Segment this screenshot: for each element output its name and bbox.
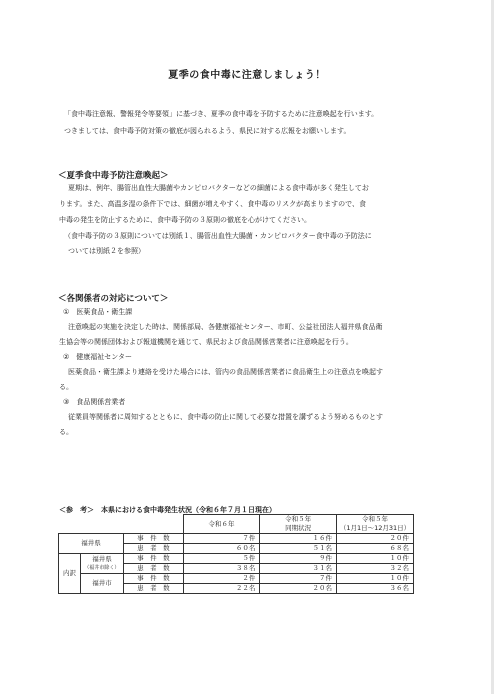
section1-line-1: 夏期は、例年、腸管出血性大腸菌やカンピロバクターなどの細菌による食中毒が多く発生してお: [68, 184, 369, 192]
section1-line-3: 中毒の発生を防止するために、食中毒予防の３原則の徹底を心がけてください。: [59, 216, 311, 224]
intro-line-2: つきましては、食中毒予防対策の徹底が図られるよう、県民に対する広報をお願いします。: [64, 127, 351, 135]
food-poisoning-stats-table: [58, 514, 414, 594]
table-row: [59, 534, 414, 544]
cell-city-incidents-r6: ２件: [183, 574, 260, 584]
table-corner: [59, 515, 184, 534]
item3-line-1: 従業員等関係者に周知するとともに、食中毒の防止に関して必要な措置を講ずるよう努めるものとす: [68, 413, 383, 421]
table-row: [59, 554, 414, 564]
row-label-incidents: 事 件 数: [123, 554, 183, 564]
row-label-patients: 患 者 数: [123, 544, 183, 554]
col-header-r5-same: 令和５年 同期状況: [260, 515, 337, 534]
row-label-fukui-pref: 福井県: [59, 534, 124, 554]
cell-excl-patients-r6: ３８名: [183, 564, 260, 574]
item3-line-2: る。: [59, 428, 73, 436]
item3-title: ③ 食品関係営業者: [63, 398, 126, 406]
section1-heading: ＜夏季食中毒予防注意喚起＞: [58, 171, 169, 181]
cell-excl-incidents-r5same: ９件: [260, 554, 337, 564]
row-label-breakdown: 内訳: [59, 554, 81, 594]
section1-line-5: ついては別紙２を参照）: [68, 247, 145, 255]
cell-pref-incidents-r5full: ２０件: [336, 534, 413, 544]
row-label-patients: 患 者 数: [123, 564, 183, 574]
cell-city-incidents-r5full: １０件: [336, 574, 413, 584]
section1-line-2: ります。また、高温多湿の条件下では、細菌が増えやすく、食中毒のリスクが高まりますので、食: [59, 200, 367, 208]
cell-pref-patients-r6: ６０名: [183, 544, 260, 554]
cell-excl-patients-r5same: ３１名: [260, 564, 337, 574]
col-header-r6: 令和６年: [183, 515, 260, 534]
col-header-r5-full: 令和５年 （1月1日～12月31日）: [336, 515, 413, 534]
reference-caption: ＜参 考＞ 本県における食中毒発生状況（令和６年７月１日現在）: [59, 506, 276, 514]
section1-line-4: （食中毒予防の３原則については別紙１、腸管出血性大腸菌・カンピロバクター食中毒の予防法に: [64, 232, 372, 240]
cell-city-patients-r6: ２２名: [183, 584, 260, 594]
cell-city-incidents-r5same: ７件: [260, 574, 337, 584]
cell-pref-incidents-r6: ７件: [183, 534, 260, 544]
table-row: [59, 574, 414, 584]
row-label-incidents: 事 件 数: [123, 534, 183, 544]
page-title: 夏季の食中毒に注意しましょう！: [168, 70, 326, 81]
cell-excl-patients-r5full: ３２名: [336, 564, 413, 574]
section2-heading: ＜各関係者の対応について＞: [58, 294, 169, 304]
intro-line-1: 「食中毒注意報、警報発令等要領」に基づき、夏季の食中毒を予防するために注意喚起を行います。: [64, 110, 379, 118]
row-label-incidents: 事 件 数: [123, 574, 183, 584]
item1-line-2: 生協会等の関係団体および報道機関を通じて、県民および食品関係営業者に注意喚起を行う。: [59, 338, 353, 346]
table-header-row: [59, 515, 414, 534]
item2-line-2: る。: [59, 383, 73, 391]
cell-pref-incidents-r5same: １６件: [260, 534, 337, 544]
cell-excl-incidents-r5full: １０件: [336, 554, 413, 564]
row-label-fukui-city: 福井市: [80, 574, 123, 594]
cell-city-patients-r5same: ２０名: [260, 584, 337, 594]
item2-title: ② 健康福祉センター: [63, 353, 132, 361]
cell-pref-patients-r5full: ６８名: [336, 544, 413, 554]
cell-pref-patients-r5same: ５１名: [260, 544, 337, 554]
cell-city-patients-r5full: ３６名: [336, 584, 413, 594]
item2-line-1: 医薬食品・衛生課より連絡を受けた場合には、管内の食品関係営業者に食品衛生上の注意点を喚起す: [68, 368, 383, 376]
item1-line-1: 注意喚起の実施を決定した時は、関係部局、各健康福祉センター、市町、公益社団法人福井県食品衛: [68, 323, 383, 331]
row-label-fukui-pref-excl: 福井県 （福井市除く）: [80, 554, 123, 574]
cell-excl-incidents-r6: ５件: [183, 554, 260, 564]
item1-title: ① 医薬食品・衛生課: [63, 308, 133, 316]
row-label-patients: 患 者 数: [123, 584, 183, 594]
